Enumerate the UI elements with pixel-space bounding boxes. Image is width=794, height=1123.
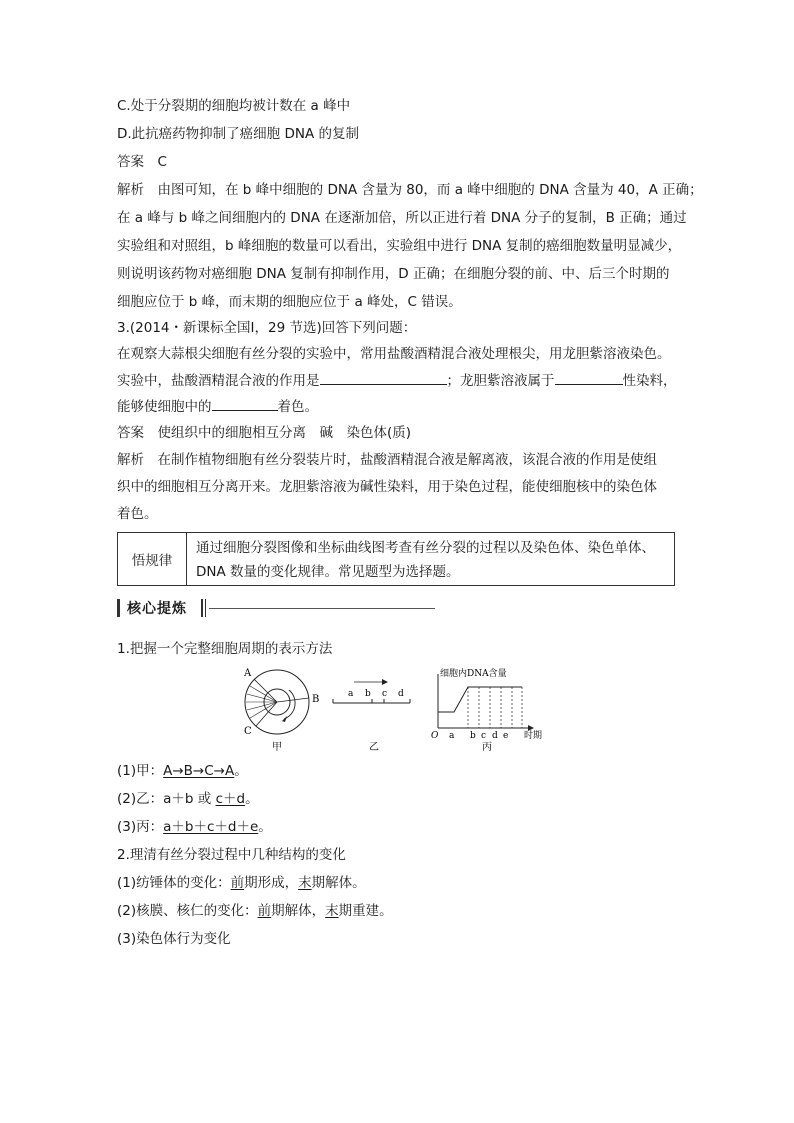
yi-label-b: b	[365, 689, 371, 699]
jia-label-b: B	[312, 694, 320, 705]
yi-label-a: a	[348, 689, 354, 699]
explanation-1-line-5: 细胞应位于 b 峰，而末期的细胞应位于 a 峰处，C 错误。	[117, 294, 462, 310]
answer-jia	[117, 762, 248, 780]
explanation-1-line-3: 实验组和对照组，b 峰细胞的数量可以看出，实验组中进行 DNA 复制的癌细胞数量明显减少，	[117, 238, 682, 254]
explanation-3-line-2: 织中的细胞相互分离开来。龙胆紫溶液为碱性染料，用于染色过程，能使细胞核中的染色体	[117, 479, 657, 495]
explanation-3-line-1: 解析 在制作植物细胞有丝分裂装片时，盐酸酒精混合液是解离液，该混合液的作用是使组	[117, 452, 657, 468]
item-1-prefix: (1)纺锤体的变化：	[117, 875, 231, 891]
tip-label: 悟规律	[118, 533, 187, 585]
figure-jia	[243, 668, 319, 753]
blank-3	[212, 397, 278, 411]
jia-caption: 甲	[272, 742, 282, 753]
answer-yi-prefix: (2)乙：a＋b 或	[117, 791, 216, 807]
item-2-underline-2: 末	[325, 903, 339, 919]
bing-label-d: d	[492, 731, 498, 741]
bing-y-label: 细胞内DNA含量	[440, 669, 507, 679]
q3-text-a: 实验中，盐酸酒精混合液的作用是	[117, 373, 320, 389]
item-1-underline-2: 末	[298, 875, 312, 891]
jia-label-a: A	[244, 668, 252, 679]
yi-arrow-icon	[382, 679, 388, 685]
explanation-3-line-3: 着色。	[117, 506, 158, 522]
bing-label-e: e	[503, 731, 509, 741]
option-d: D.此抗癌药物抑制了癌细胞 DNA 的复制	[117, 126, 359, 142]
point-2-item-1	[117, 874, 366, 892]
bing-label-b: b	[470, 731, 476, 741]
explanation-1-line-2: 在 a 峰与 b 峰之间细胞内的 DNA 在逐渐加倍，所以正进行着 DNA 分子的复制，B 正确；通过	[117, 210, 687, 226]
answer-bing-suffix: 。	[258, 819, 272, 835]
section-title: 核心提炼	[127, 601, 187, 617]
q3-text-e: 着色。	[277, 399, 318, 415]
item-1-underline-1: 前	[230, 875, 245, 891]
heading-rule	[209, 608, 435, 609]
answer-1: 答案 C	[117, 154, 167, 170]
answer-bing-prefix: (3)丙：	[117, 819, 164, 835]
answer-jia-prefix: (1)甲：	[117, 763, 164, 779]
answer-yi-suffix: 。	[245, 791, 259, 807]
point-1-title: 1.把握一个完整细胞周期的表示方法	[117, 641, 333, 657]
explanation-1-line-1: 解析 由图可知，在 b 峰中细胞的 DNA 含量为 80，而 a 峰中细胞的 DNA 含量为 40，A 正确；	[117, 182, 703, 198]
answer-3: 答案 使组织中的细胞相互分离 碱 染色体(质)	[117, 425, 412, 441]
point-2-item-3: (3)染色体行为变化	[117, 931, 231, 947]
heading-bar-right-thin	[205, 599, 206, 617]
point-2-title: 2.理清有丝分裂过程中几种结构的变化	[117, 847, 346, 863]
jia-radius-b	[277, 698, 309, 702]
bing-label-a: a	[449, 731, 455, 741]
tip-text-line-2: DNA 数量的变化规律。常见题型为选择题。	[196, 564, 460, 580]
jia-arrow-icon	[282, 716, 287, 722]
q3-text-d: 能够使细胞中的	[117, 399, 212, 415]
question-3-header: 3.(2014・新课标全国Ⅰ，29 节选)回答下列问题：	[117, 320, 417, 336]
cell-cycle-figure	[232, 664, 562, 754]
bing-caption: 丙	[482, 742, 492, 753]
question-3-line-3	[117, 397, 318, 416]
heading-bar-left	[117, 599, 120, 617]
answer-jia-suffix: 。	[234, 763, 248, 779]
blank-2	[555, 371, 623, 385]
jia-label-c: C	[244, 726, 252, 737]
heading-bar-right	[201, 599, 203, 617]
point-2-item-2	[117, 902, 393, 920]
answer-jia-value: A→B→C→A	[163, 763, 235, 779]
jia-radius-c	[256, 702, 277, 726]
answer-bing-value: a＋b＋c＋d＋e	[163, 819, 259, 835]
tip-text	[196, 536, 655, 584]
answer-yi-value: c＋d	[215, 791, 246, 807]
yi-label-c: c	[382, 689, 388, 699]
tip-text-line-1: 通过细胞分裂图像和坐标曲线图考查有丝分裂的过程以及染色体、染色单体、	[196, 540, 655, 556]
explanation-1-line-4: 则说明该药物对癌细胞 DNA 复制有抑制作用，D 正确；在细胞分裂的前、中、后三个时期的	[117, 266, 670, 282]
figure-bing	[431, 667, 542, 753]
bing-label-c: c	[481, 731, 487, 741]
bing-origin: O	[431, 731, 439, 741]
item-1-middle: 期形成，	[244, 875, 299, 891]
figure-yi	[333, 679, 410, 753]
item-2-middle: 期解体，	[271, 903, 326, 919]
item-1-suffix: 期解体。	[311, 875, 366, 891]
question-3-line-2	[117, 371, 677, 390]
q3-text-c: 性染料，	[622, 373, 677, 389]
yi-label-d: d	[398, 689, 404, 699]
option-c: C.处于分裂期的细胞均被计数在 a 峰中	[117, 98, 351, 114]
yi-caption: 乙	[369, 742, 379, 753]
blank-1	[320, 371, 447, 385]
bing-x-label: 时期	[524, 731, 543, 741]
item-2-prefix: (2)核膜、核仁的变化：	[117, 903, 258, 919]
answer-bing	[117, 818, 272, 836]
q3-text-b: ；龙胆紫溶液属于	[446, 373, 555, 389]
item-2-underline-1: 前	[257, 903, 272, 919]
item-2-suffix: 期重建。	[338, 903, 393, 919]
section-heading	[117, 597, 435, 619]
answer-yi	[117, 790, 259, 808]
question-3-line-1: 在观察大蒜根尖细胞有丝分裂的实验中，常用盐酸酒精混合液处理根尖，用龙胆紫溶液染色。	[117, 346, 671, 362]
tip-box	[117, 532, 675, 586]
bing-dna-curve	[438, 687, 522, 712]
